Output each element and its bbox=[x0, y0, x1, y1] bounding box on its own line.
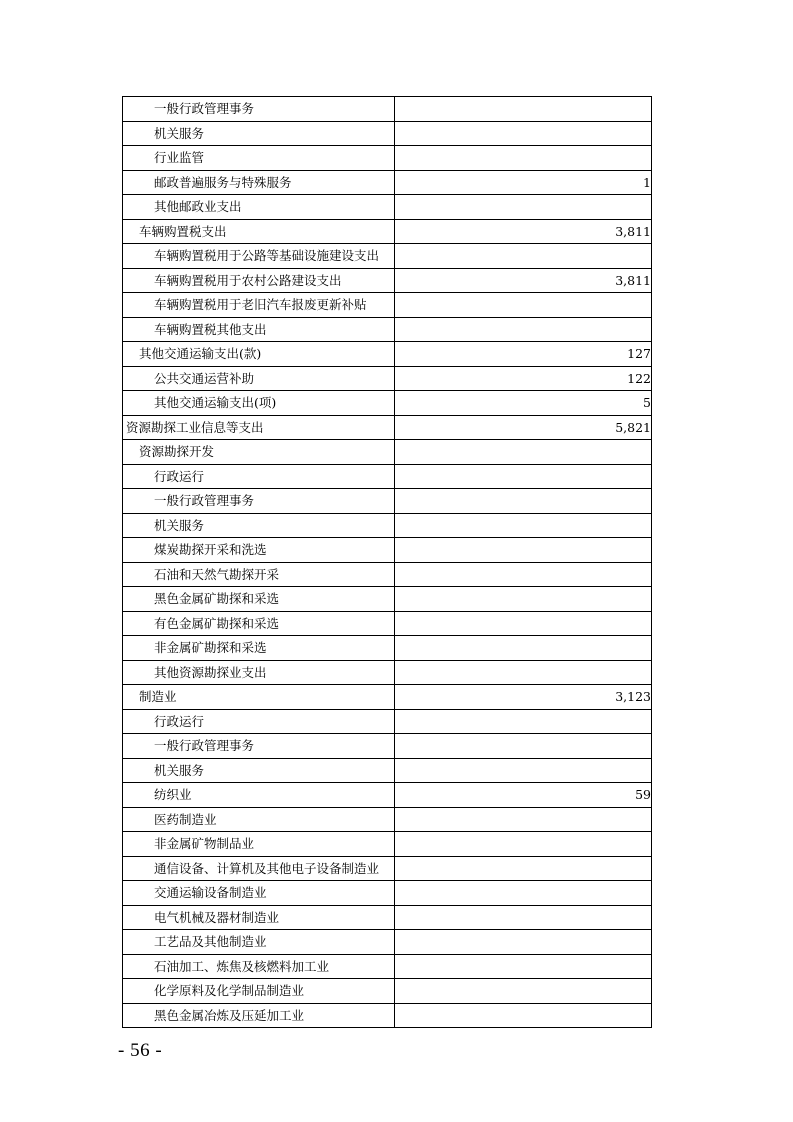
table-row bbox=[123, 268, 652, 293]
category-name-cell: 非金属矿勘探和采选 bbox=[123, 636, 395, 661]
category-name-cell: 机关服务 bbox=[123, 758, 395, 783]
amount-cell bbox=[395, 832, 652, 857]
category-name-cell: 通信设备、计算机及其他电子设备制造业 bbox=[123, 856, 395, 881]
category-name-cell: 有色金属矿勘探和采选 bbox=[123, 611, 395, 636]
category-name-cell: 公共交通运营补助 bbox=[123, 366, 395, 391]
amount-cell bbox=[395, 513, 652, 538]
category-name-cell: 石油和天然气勘探开采 bbox=[123, 562, 395, 587]
amount-cell bbox=[395, 1003, 652, 1028]
table-row bbox=[123, 758, 652, 783]
table-row bbox=[123, 930, 652, 955]
category-name-cell: 一般行政管理事务 bbox=[123, 734, 395, 759]
table-row bbox=[123, 1003, 652, 1028]
amount-cell bbox=[395, 905, 652, 930]
amount-cell bbox=[395, 538, 652, 563]
amount-cell bbox=[395, 709, 652, 734]
table-row bbox=[123, 440, 652, 465]
category-name-cell: 医药制造业 bbox=[123, 807, 395, 832]
category-name-cell: 石油加工、炼焦及核燃料加工业 bbox=[123, 954, 395, 979]
amount-cell bbox=[395, 244, 652, 269]
amount-cell: 5 bbox=[395, 391, 652, 416]
amount-cell bbox=[395, 636, 652, 661]
category-name-cell: 工艺品及其他制造业 bbox=[123, 930, 395, 955]
table-row bbox=[123, 881, 652, 906]
table-row bbox=[123, 317, 652, 342]
table-row bbox=[123, 562, 652, 587]
table-row bbox=[123, 979, 652, 1004]
category-name-cell: 非金属矿物制品业 bbox=[123, 832, 395, 857]
amount-cell: 127 bbox=[395, 342, 652, 367]
amount-cell: 1 bbox=[395, 170, 652, 195]
amount-cell bbox=[395, 734, 652, 759]
table-row bbox=[123, 219, 652, 244]
amount-cell bbox=[395, 121, 652, 146]
category-name-cell: 资源勘探开发 bbox=[123, 440, 395, 465]
amount-cell: 3,811 bbox=[395, 219, 652, 244]
amount-cell: 122 bbox=[395, 366, 652, 391]
amount-cell bbox=[395, 97, 652, 122]
category-name-cell: 制造业 bbox=[123, 685, 395, 710]
table-row bbox=[123, 121, 652, 146]
amount-cell bbox=[395, 881, 652, 906]
category-name-cell: 煤炭勘探开采和洗选 bbox=[123, 538, 395, 563]
amount-cell bbox=[395, 562, 652, 587]
table-row bbox=[123, 685, 652, 710]
category-name-cell: 交通运输设备制造业 bbox=[123, 881, 395, 906]
category-name-cell: 车辆购置税用于公路等基础设施建设支出 bbox=[123, 244, 395, 269]
table-row bbox=[123, 97, 652, 122]
table-body bbox=[123, 97, 652, 1028]
category-name-cell: 行业监管 bbox=[123, 146, 395, 171]
category-name-cell: 一般行政管理事务 bbox=[123, 489, 395, 514]
amount-cell: 3,811 bbox=[395, 268, 652, 293]
category-name-cell: 黑色金属冶炼及压延加工业 bbox=[123, 1003, 395, 1028]
amount-cell bbox=[395, 930, 652, 955]
amount-cell bbox=[395, 464, 652, 489]
table-row bbox=[123, 464, 652, 489]
table-row bbox=[123, 513, 652, 538]
category-name-cell: 行政运行 bbox=[123, 709, 395, 734]
amount-cell bbox=[395, 807, 652, 832]
table-row bbox=[123, 905, 652, 930]
category-name-cell: 其他资源勘探业支出 bbox=[123, 660, 395, 685]
amount-cell bbox=[395, 758, 652, 783]
table-row bbox=[123, 611, 652, 636]
table-row bbox=[123, 636, 652, 661]
category-name-cell: 机关服务 bbox=[123, 121, 395, 146]
amount-cell: 3,123 bbox=[395, 685, 652, 710]
table-row bbox=[123, 146, 652, 171]
category-name-cell: 车辆购置税用于老旧汽车报废更新补贴 bbox=[123, 293, 395, 318]
table-row bbox=[123, 538, 652, 563]
page-number: - 56 - bbox=[118, 1040, 163, 1061]
category-name-cell: 其他邮政业支出 bbox=[123, 195, 395, 220]
category-name-cell: 资源勘探工业信息等支出 bbox=[123, 415, 395, 440]
table-row bbox=[123, 587, 652, 612]
amount-cell bbox=[395, 587, 652, 612]
table-row bbox=[123, 244, 652, 269]
table-row bbox=[123, 660, 652, 685]
category-name-cell: 车辆购置税支出 bbox=[123, 219, 395, 244]
amount-cell bbox=[395, 856, 652, 881]
amount-cell bbox=[395, 146, 652, 171]
table-row bbox=[123, 195, 652, 220]
table-row bbox=[123, 734, 652, 759]
amount-cell bbox=[395, 611, 652, 636]
category-name-cell: 一般行政管理事务 bbox=[123, 97, 395, 122]
category-name-cell: 化学原料及化学制品制造业 bbox=[123, 979, 395, 1004]
amount-cell bbox=[395, 440, 652, 465]
table-row bbox=[123, 170, 652, 195]
category-name-cell: 纺织业 bbox=[123, 783, 395, 808]
table-row bbox=[123, 415, 652, 440]
category-name-cell: 黑色金属矿勘探和采选 bbox=[123, 587, 395, 612]
amount-cell bbox=[395, 489, 652, 514]
amount-cell bbox=[395, 660, 652, 685]
category-name-cell: 行政运行 bbox=[123, 464, 395, 489]
amount-cell bbox=[395, 317, 652, 342]
amount-cell: 59 bbox=[395, 783, 652, 808]
table-row bbox=[123, 293, 652, 318]
budget-expenditure-table bbox=[122, 96, 652, 1028]
table-row bbox=[123, 489, 652, 514]
category-name-cell: 车辆购置税其他支出 bbox=[123, 317, 395, 342]
category-name-cell: 电气机械及器材制造业 bbox=[123, 905, 395, 930]
amount-cell bbox=[395, 954, 652, 979]
amount-cell bbox=[395, 293, 652, 318]
table-row bbox=[123, 366, 652, 391]
category-name-cell: 其他交通运输支出(款) bbox=[123, 342, 395, 367]
category-name-cell: 邮政普遍服务与特殊服务 bbox=[123, 170, 395, 195]
category-name-cell: 车辆购置税用于农村公路建设支出 bbox=[123, 268, 395, 293]
table-row bbox=[123, 856, 652, 881]
table-row bbox=[123, 783, 652, 808]
table-row bbox=[123, 832, 652, 857]
table-row bbox=[123, 391, 652, 416]
amount-cell bbox=[395, 979, 652, 1004]
table-row bbox=[123, 709, 652, 734]
table-row bbox=[123, 342, 652, 367]
category-name-cell: 其他交通运输支出(项) bbox=[123, 391, 395, 416]
amount-cell: 5,821 bbox=[395, 415, 652, 440]
table-row bbox=[123, 954, 652, 979]
category-name-cell: 机关服务 bbox=[123, 513, 395, 538]
amount-cell bbox=[395, 195, 652, 220]
table-row bbox=[123, 807, 652, 832]
